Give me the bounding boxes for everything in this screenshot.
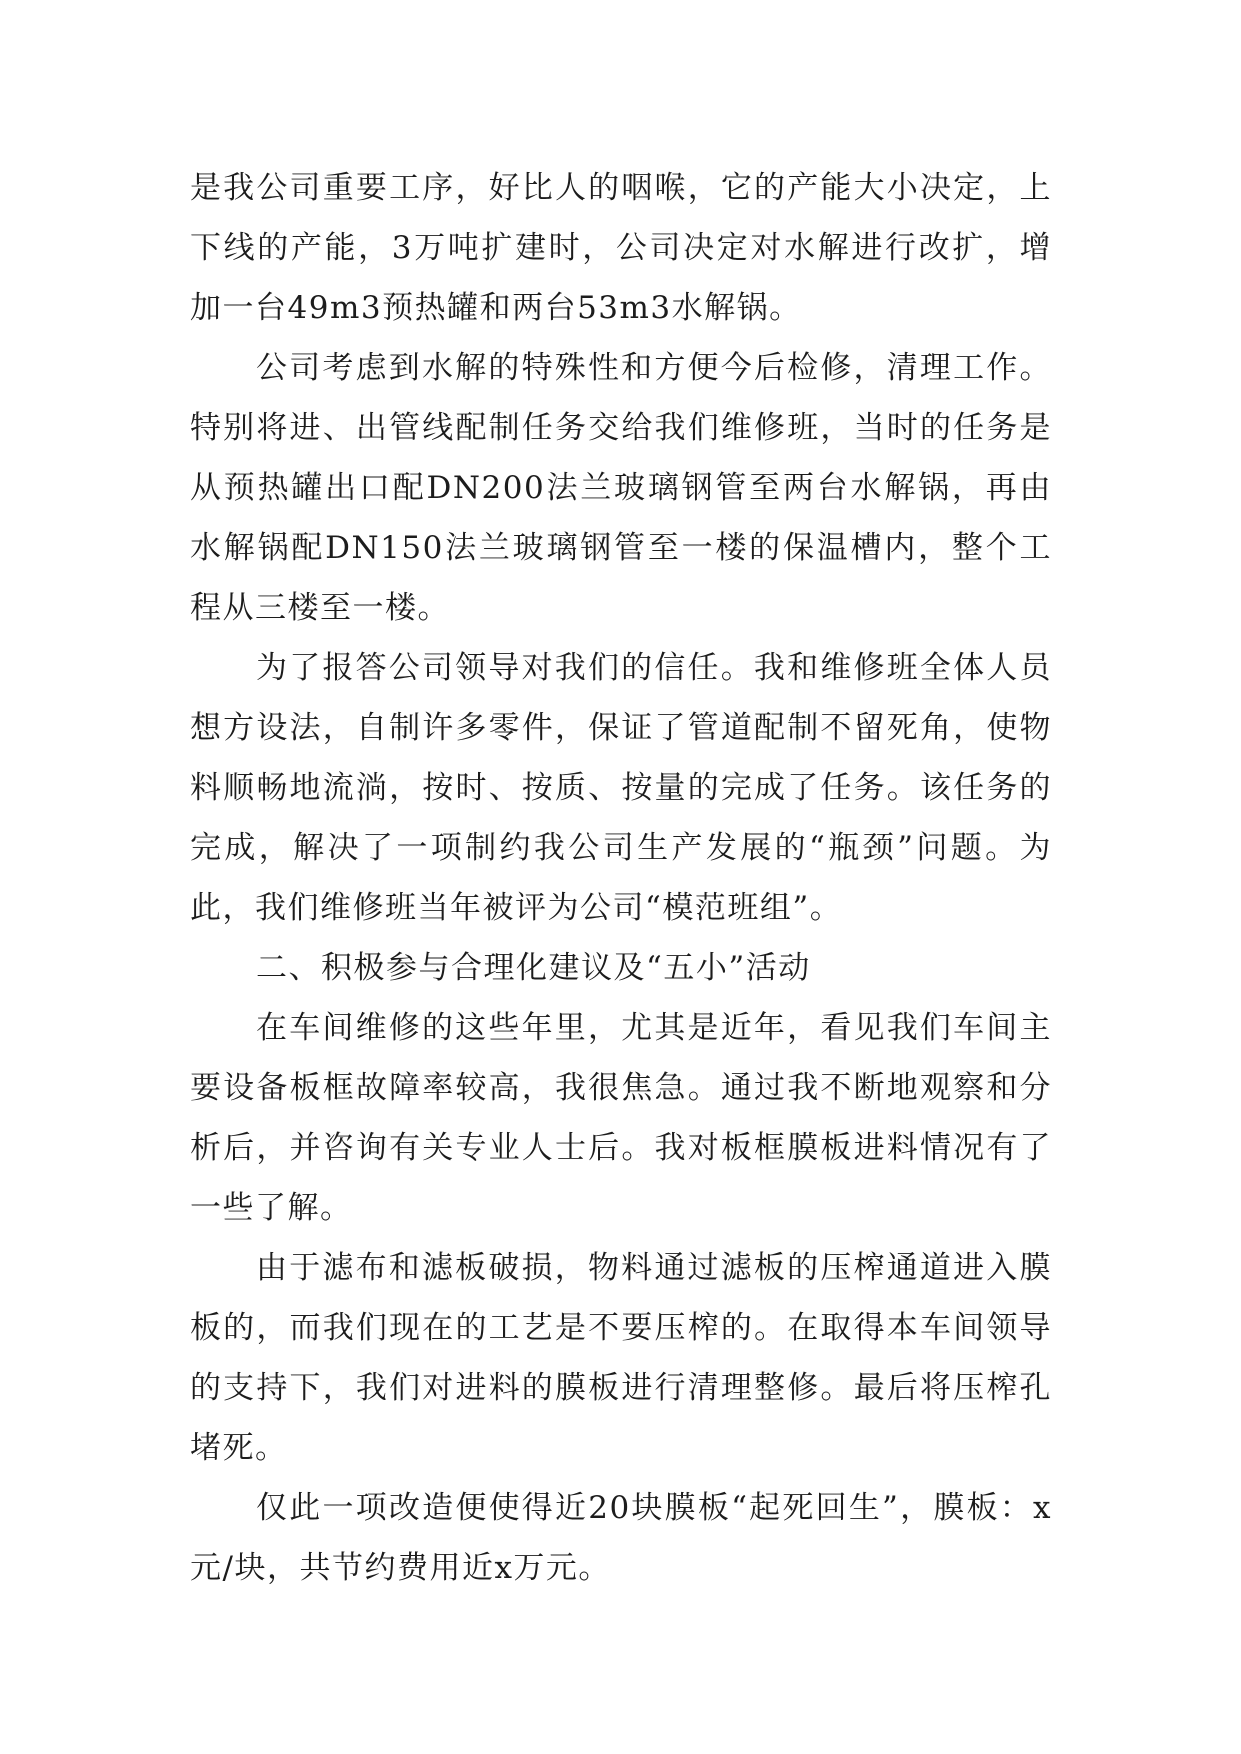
- paragraph-1: 是我公司重要工序，好比人的咽喉，它的产能大小决定，上下线的产能，3万吨扩建时，公司决定对水解进行改扩，增加一台49m3预热罐和两台53m3水解锅。: [190, 170, 1052, 326]
- paragraph-3: 为了报答公司领导对我们的信任。我和维修班全体人员想方设法，自制许多零件，保证了管道配制不留死角，使物料顺畅地流淌，按时、按质、按量的完成了任务。该任务的完成，解决了一项制约我公司生产发展的“瓶颈”问题。为此，我们维修班当年被评为公司“模范班组”。: [190, 650, 1052, 926]
- document-body: [190, 158, 1052, 1598]
- paragraph-4: 在车间维修的这些年里，尤其是近年，看见我们车间主要设备板框故障率较高，我很焦急。通过我不断地观察和分析后，并咨询有关专业人士后。我对板框膜板进料情况有了一些了解。: [190, 1010, 1052, 1226]
- paragraph-5: 由于滤布和滤板破损，物料通过滤板的压榨通道进入膜板的，而我们现在的工艺是不要压榨的。在取得本车间领导的支持下，我们对进料的膜板进行清理整修。最后将压榨孔堵死。: [190, 1250, 1052, 1466]
- paragraph-6: 仅此一项改造便使得近20块膜板“起死回生”，膜板：x元/块，共节约费用近x万元。: [190, 1490, 1052, 1586]
- section-heading: 二、积极参与合理化建议及“五小”活动: [256, 950, 811, 986]
- paragraph-2: 公司考虑到水解的特殊性和方便今后检修，清理工作。特别将进、出管线配制任务交给我们维修班，当时的任务是从预热罐出口配DN200法兰玻璃钢管至两台水解锅，再由水解锅配DN150法兰玻璃钢管至一楼的保温槽内，整个工程从三楼至一楼。: [190, 350, 1052, 626]
